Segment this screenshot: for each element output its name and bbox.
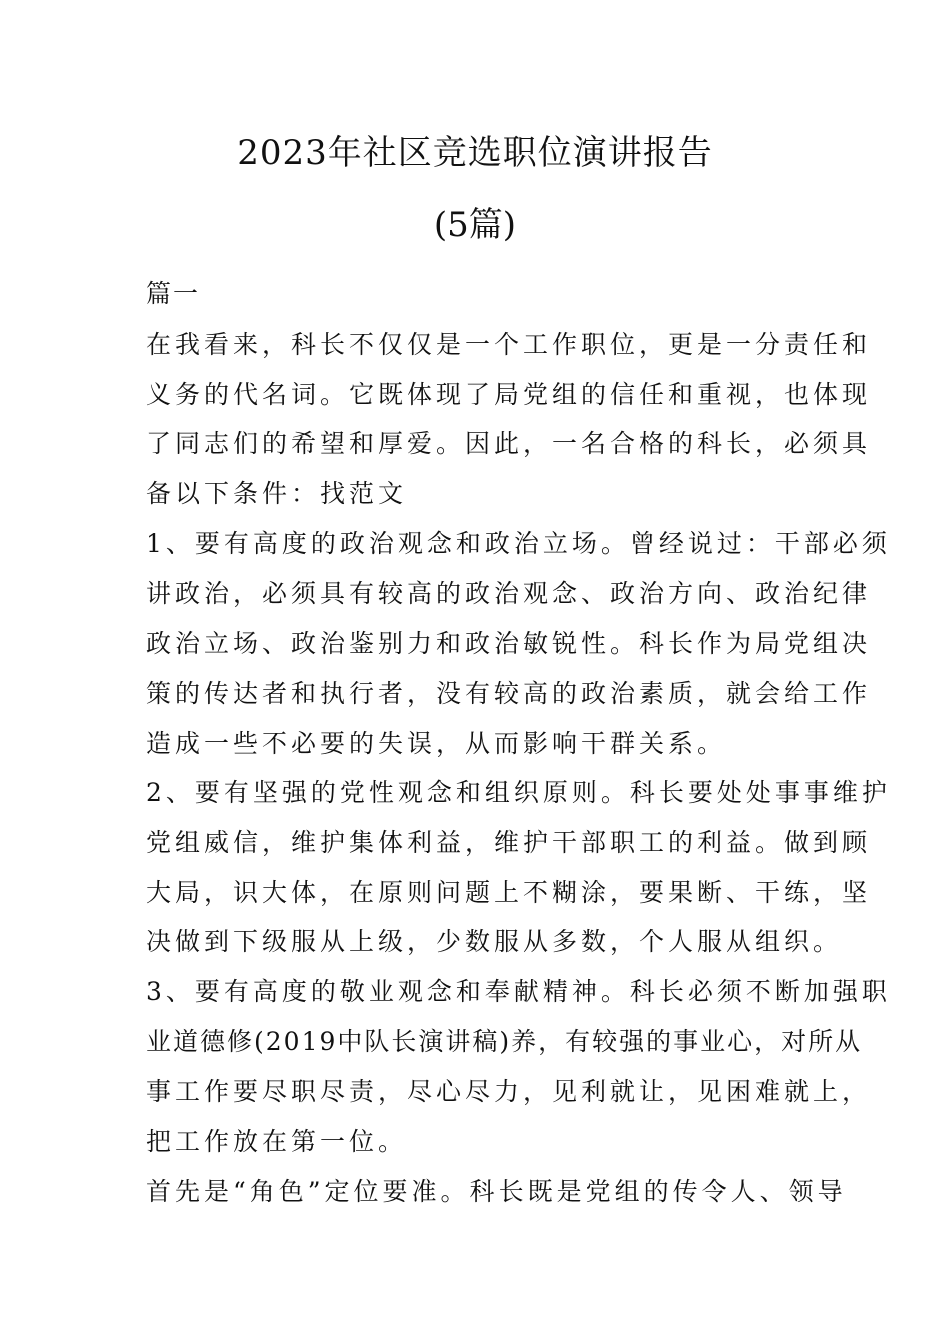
paragraph-line: 2、要有坚强的党性观念和组织原则。科长要处处事事维护 — [146, 778, 891, 807]
paragraph-line: 在我看来，科长不仅仅是一个工作职位，更是一分责任和 — [146, 330, 872, 359]
paragraph-line: 业道德修(2019中队长演讲稿)养，有较强的事业心，对所从 — [146, 1027, 863, 1056]
paragraph-line: 策的传达者和执行者，没有较高的政治素质，就会给工作 — [146, 679, 872, 708]
paragraph-line: 义务的代名词。它既体现了局党组的信任和重视，也体现 — [146, 380, 872, 409]
paragraph-line: 1、要有高度的政治观念和政治立场。曾经说过：干部必须 — [146, 529, 891, 558]
paragraph-line: 3、要有高度的敬业观念和奉献精神。科长必须不断加强职 — [146, 977, 891, 1006]
document-subtitle: (5篇) — [433, 205, 517, 245]
paragraph-line: 备以下条件：找范文 — [146, 479, 408, 508]
paragraph-line: 造成一些不必要的失误，从而影响干群关系。 — [146, 729, 727, 758]
section-label: 篇一 — [146, 279, 201, 308]
paragraph-line: 党组威信，维护集体利益，维护干部职工的利益。做到顾 — [146, 828, 872, 857]
paragraph-line: 首先是“角色”定位要准。科长既是党组的传令人、领导 — [146, 1177, 847, 1206]
paragraph-line: 事工作要尽职尽责，尽心尽力，见利就让，见困难就上， — [146, 1077, 872, 1106]
paragraph-line: 了同志们的希望和厚爱。因此，一名合格的科长，必须具 — [146, 429, 872, 458]
paragraph-line: 决做到下级服从上级，少数服从多数，个人服从组织。 — [146, 927, 843, 956]
paragraph-line: 把工作放在第一位。 — [146, 1127, 408, 1156]
document-title: 2023年社区竞选职位演讲报告 — [237, 133, 713, 173]
paragraph-line: 大局，识大体，在原则问题上不糊涂，要果断、干练，坚 — [146, 878, 872, 907]
paragraph-line: 讲政治，必须具有较高的政治观念、政治方向、政治纪律 — [146, 579, 872, 608]
paragraph-line: 政治立场、政治鉴别力和政治敏锐性。科长作为局党组决 — [146, 629, 872, 658]
